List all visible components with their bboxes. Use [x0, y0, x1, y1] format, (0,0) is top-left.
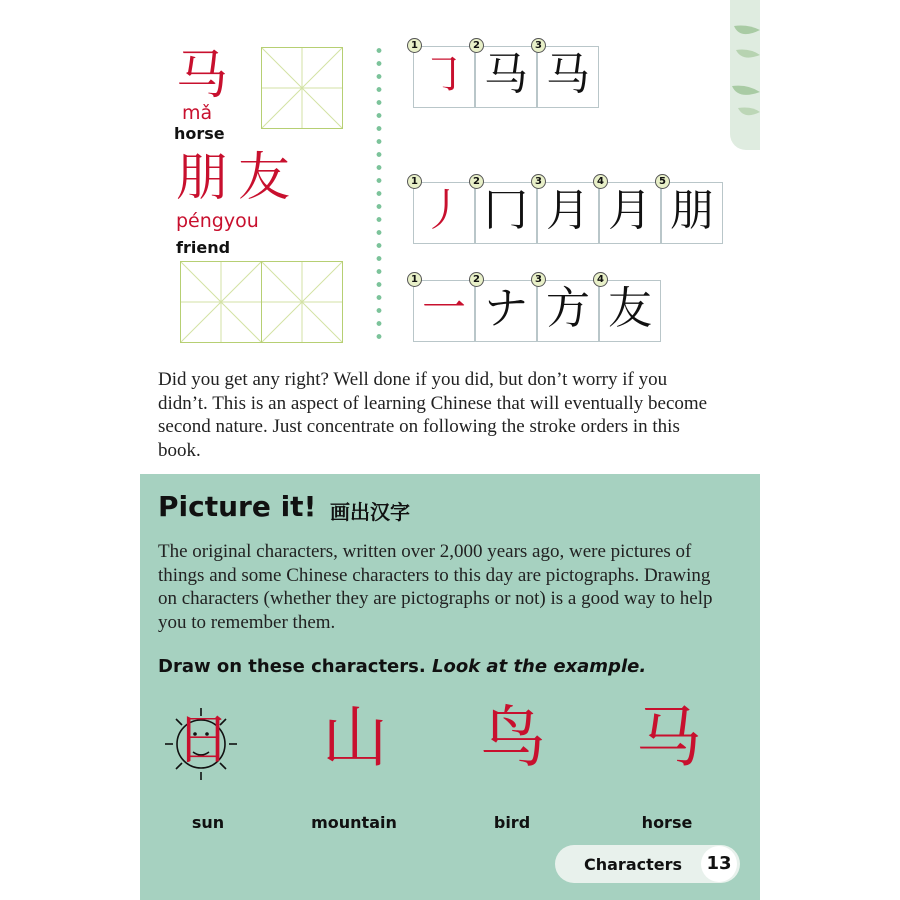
bamboo-leaf-icon: [730, 0, 760, 150]
draw-char-horse[interactable]: 马: [636, 699, 702, 776]
stroke-step: [473, 176, 537, 244]
step-number: 1: [407, 38, 422, 53]
practice-grid-horse[interactable]: [261, 47, 343, 129]
step-number: 4: [593, 272, 608, 287]
page-number: 13: [701, 846, 737, 882]
instruction-italic: Look at the example.: [431, 656, 647, 677]
footer-section-label: Characters: [584, 855, 683, 874]
stroke-step: [411, 274, 475, 342]
stroke-step: [535, 40, 599, 108]
instruction-bold: Draw on these characters.: [158, 656, 426, 677]
step-number: 3: [531, 38, 546, 53]
stroke-glyph: ナ: [484, 283, 528, 334]
vocab-english-horse: horse: [174, 124, 225, 143]
instruction: [158, 656, 646, 677]
vocab-hanzi-horse: 马: [176, 46, 229, 106]
intro-paragraph: Did you get any right? Well done if you did, but don’t worry if you didn’t. This is an aspect of learning Chinese that will eventually become second nature. Just concentrate on following the stroke orders in this book.: [158, 369, 708, 461]
stroke-step: [597, 176, 661, 244]
draw-label-horse: horse: [641, 813, 693, 832]
step-number: 5: [655, 174, 670, 189]
step-number: 3: [531, 272, 546, 287]
stroke-step: [535, 176, 599, 244]
stroke-order-ma: [411, 40, 599, 106]
draw-label-sun: sun: [191, 813, 225, 832]
vocab-english-friend: friend: [176, 238, 231, 257]
vocab-pinyin-horse: mǎ: [182, 102, 213, 124]
step-number: 1: [407, 174, 422, 189]
stroke-glyph: 月: [546, 185, 590, 236]
draw-label-bird: bird: [493, 813, 531, 832]
stroke-step: [535, 274, 599, 342]
draw-char-bird[interactable]: 鸟: [480, 699, 546, 776]
step-number: 2: [469, 272, 484, 287]
vocab-hanzi-friend-2: 友: [238, 148, 291, 208]
stroke-glyph: 朋: [670, 185, 714, 236]
dotted-divider: [376, 44, 382, 344]
stroke-glyph: ㇆: [422, 49, 466, 100]
stroke-glyph: 马: [484, 49, 528, 100]
section-title: Picture it!: [158, 490, 317, 523]
vocab-pinyin-friend: péngyou: [176, 210, 259, 232]
stroke-order-you: [411, 274, 661, 340]
draw-char-sun[interactable]: 日: [176, 708, 230, 771]
stroke-step: [411, 40, 475, 108]
picture-it-panel: [140, 474, 760, 900]
stroke-glyph: 方: [546, 283, 590, 334]
stroke-glyph: 月: [608, 185, 652, 236]
step-number: 1: [407, 272, 422, 287]
draw-char-mountain[interactable]: 山: [322, 699, 388, 776]
vocab-hanzi-friend-1: 朋: [176, 148, 229, 208]
step-number: 3: [531, 174, 546, 189]
stroke-step: [473, 274, 537, 342]
step-number: 2: [469, 38, 484, 53]
practice-grid-friend-2[interactable]: [261, 261, 343, 343]
stroke-step: [659, 176, 723, 244]
step-number: 2: [469, 174, 484, 189]
draw-label-mountain: mountain: [311, 813, 397, 832]
stroke-glyph: 马: [546, 49, 590, 100]
stroke-glyph: 友: [608, 283, 652, 334]
section-paragraph: The original characters, written over 2,000 years ago, were pictures of things and some Chinese characters to this day are pictographs. Drawing on characters (whether they are pictographs or not) is a good way to help you to remember them.: [158, 541, 713, 633]
stroke-glyph: 一: [422, 283, 466, 334]
stroke-glyph: 冂: [484, 185, 528, 236]
step-number: 4: [593, 174, 608, 189]
leaf-decoration: [730, 0, 760, 150]
stroke-glyph: 丿: [422, 185, 466, 236]
stroke-step: [473, 40, 537, 108]
stroke-step: [411, 176, 475, 244]
practice-grid-friend-1[interactable]: [180, 261, 262, 343]
section-title-chinese: 画出汉字: [330, 500, 410, 524]
stroke-step: [597, 274, 661, 342]
stroke-order-peng: [411, 176, 723, 242]
